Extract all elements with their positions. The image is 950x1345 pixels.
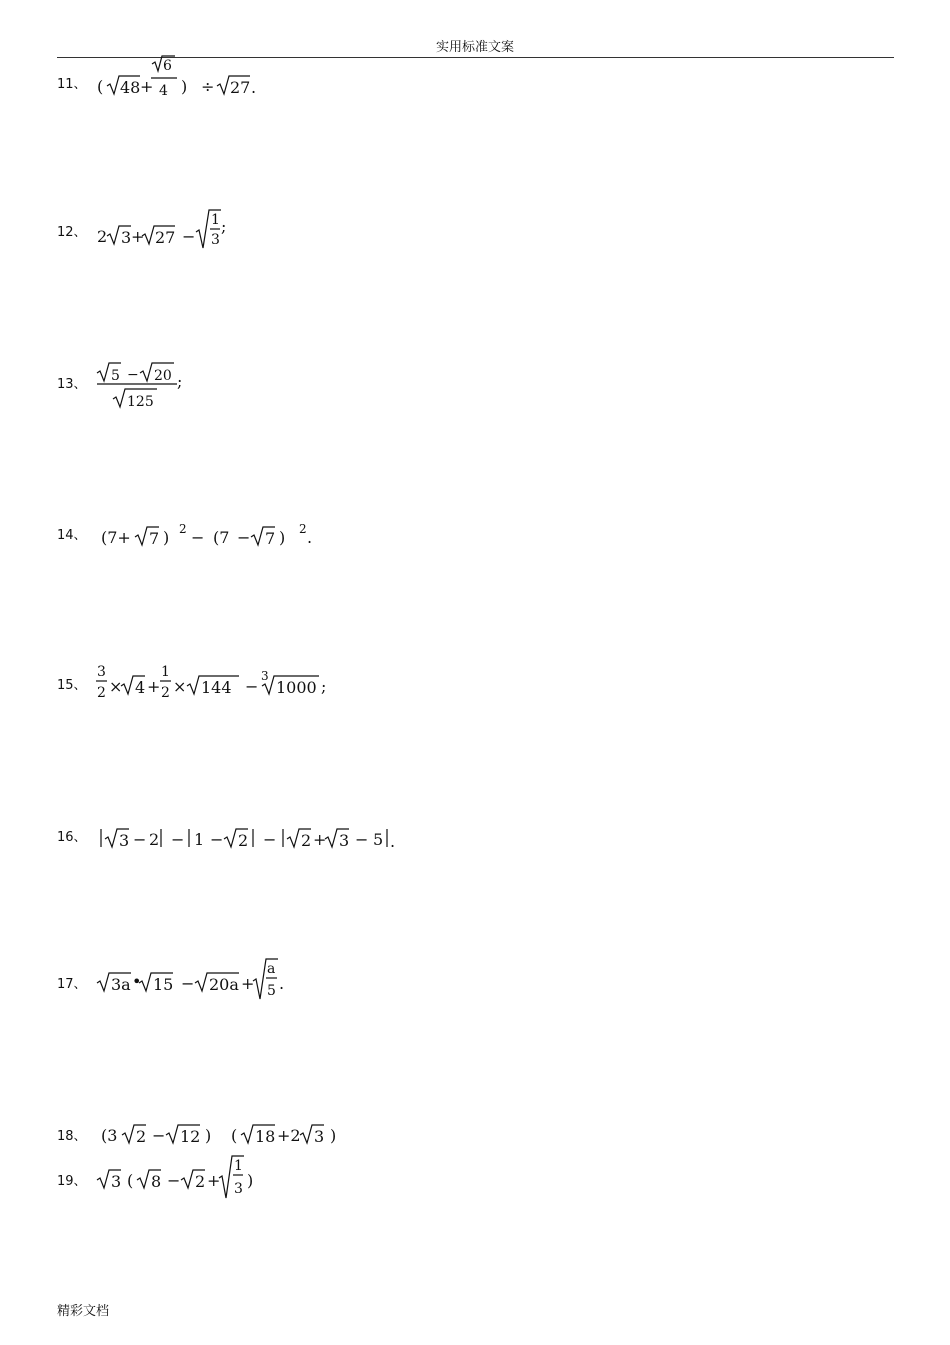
svg-text:−: − [182, 227, 196, 246]
page-header: 实用标准文案 [435, 40, 514, 55]
svg-text:): ) [247, 1171, 254, 1190]
svg-text:−: − [133, 830, 147, 849]
svg-text:3: 3 [119, 831, 130, 850]
svg-text:2: 2 [301, 831, 312, 850]
svg-text:5: 5 [267, 983, 276, 999]
svg-text:5: 5 [373, 830, 384, 849]
svg-text:+: + [147, 677, 161, 696]
svg-text:2: 2 [161, 685, 170, 701]
problem-13 [57, 352, 195, 412]
svg-text:+: + [207, 1171, 221, 1190]
svg-text:2: 2 [136, 1127, 147, 1146]
problem-number: 18、 [57, 1128, 87, 1144]
svg-text:(3: (3 [101, 1126, 118, 1145]
svg-text:(: ( [231, 1126, 238, 1145]
svg-text:(: ( [127, 1171, 134, 1190]
svg-text:3: 3 [339, 831, 350, 850]
problem-number: 11、 [57, 76, 87, 92]
svg-text:5: 5 [111, 368, 120, 384]
svg-text:2: 2 [238, 831, 249, 850]
problem-number: 12、 [57, 224, 87, 240]
svg-text:15: 15 [153, 975, 174, 994]
svg-text:+: + [241, 974, 255, 993]
svg-text:+2: +2 [277, 1126, 301, 1145]
svg-text:−: − [171, 830, 185, 849]
svg-text:): ) [279, 528, 286, 547]
svg-text:−: − [355, 830, 369, 849]
math-expression [95, 953, 295, 1011]
svg-text:−: − [127, 367, 139, 383]
svg-text:.: . [390, 832, 396, 851]
svg-text:1000: 1000 [276, 678, 317, 697]
svg-text:.: . [279, 974, 285, 993]
math-expression [95, 807, 415, 863]
svg-text:(7+: (7+ [101, 528, 131, 547]
svg-text:3a: 3a [111, 975, 131, 994]
svg-text:3: 3 [121, 228, 132, 247]
problem-12 [57, 200, 235, 260]
svg-text:.: . [251, 78, 257, 97]
svg-text:3: 3 [314, 1127, 325, 1146]
svg-text:×: × [109, 677, 123, 696]
math-expression [95, 1150, 295, 1208]
svg-text:;: ; [177, 372, 183, 391]
problem-number: 14、 [57, 527, 87, 543]
problem-number: 17、 [57, 976, 87, 992]
svg-text:6: 6 [163, 58, 172, 74]
svg-text:): ) [330, 1126, 337, 1145]
svg-text:•: • [132, 972, 142, 991]
svg-text:4: 4 [135, 678, 146, 697]
svg-text:): ) [181, 77, 188, 96]
svg-text:3: 3 [261, 669, 269, 683]
problem-number: 13、 [57, 376, 87, 392]
svg-text:8: 8 [151, 1172, 162, 1191]
svg-text:;: ; [321, 677, 327, 696]
problem-17 [57, 952, 295, 1012]
svg-text:2: 2 [97, 227, 108, 246]
math-expression [95, 505, 335, 561]
svg-text:(7: (7 [213, 528, 230, 547]
svg-text:−: − [210, 830, 224, 849]
svg-text:÷: ÷ [201, 77, 215, 96]
svg-text:20a: 20a [209, 975, 239, 994]
problem-number: 19、 [57, 1173, 87, 1189]
svg-text:125: 125 [127, 394, 154, 410]
svg-text:27: 27 [155, 228, 176, 247]
svg-text:2: 2 [149, 830, 160, 849]
svg-text:2: 2 [299, 522, 307, 536]
svg-text:−: − [191, 528, 205, 547]
svg-text:7: 7 [265, 529, 276, 548]
svg-text:2: 2 [97, 685, 106, 701]
svg-text:+: + [313, 830, 327, 849]
svg-text:−: − [167, 1171, 181, 1190]
svg-text:1: 1 [211, 212, 220, 228]
svg-text:.: . [307, 528, 313, 547]
svg-text:;: ; [221, 217, 227, 236]
svg-text:2: 2 [179, 522, 187, 536]
problem-16 [57, 805, 415, 865]
svg-text:+: + [131, 227, 145, 246]
svg-text:2: 2 [195, 1172, 206, 1191]
svg-text:12: 12 [180, 1127, 201, 1146]
svg-text:3: 3 [111, 1172, 122, 1191]
math-expression [95, 54, 275, 110]
svg-text:−: − [245, 677, 259, 696]
problem-11 [57, 52, 275, 112]
math-expression [95, 353, 195, 411]
svg-text:4: 4 [159, 83, 168, 99]
problem-number: 15、 [57, 677, 87, 693]
svg-text:3: 3 [97, 664, 106, 680]
problem-15 [57, 653, 335, 713]
svg-text:1: 1 [161, 664, 170, 680]
problem-number: 16、 [57, 829, 87, 845]
svg-text:3: 3 [234, 1181, 243, 1197]
svg-text:−: − [263, 830, 277, 849]
svg-text:3: 3 [211, 232, 220, 248]
svg-text:): ) [205, 1126, 212, 1145]
svg-text:−: − [152, 1126, 166, 1145]
svg-text:a: a [267, 961, 276, 977]
svg-text:7: 7 [149, 529, 160, 548]
svg-text:1: 1 [194, 830, 205, 849]
math-expression [95, 202, 235, 258]
svg-text:18: 18 [255, 1127, 276, 1146]
problem-14 [57, 503, 335, 563]
svg-text:27: 27 [230, 78, 251, 97]
svg-text:(: ( [97, 77, 104, 96]
svg-text:20: 20 [154, 368, 172, 384]
svg-text:1: 1 [234, 1158, 243, 1174]
page-footer: 精彩文档 [57, 1304, 110, 1319]
svg-text:×: × [173, 677, 187, 696]
svg-text:−: − [181, 974, 195, 993]
svg-text:48: 48 [120, 78, 141, 97]
svg-text:−: − [237, 528, 251, 547]
svg-text:+: + [140, 77, 154, 96]
svg-text:144: 144 [201, 678, 232, 697]
problem-19 [57, 1149, 295, 1209]
svg-text:): ) [163, 528, 170, 547]
math-expression [95, 654, 335, 712]
